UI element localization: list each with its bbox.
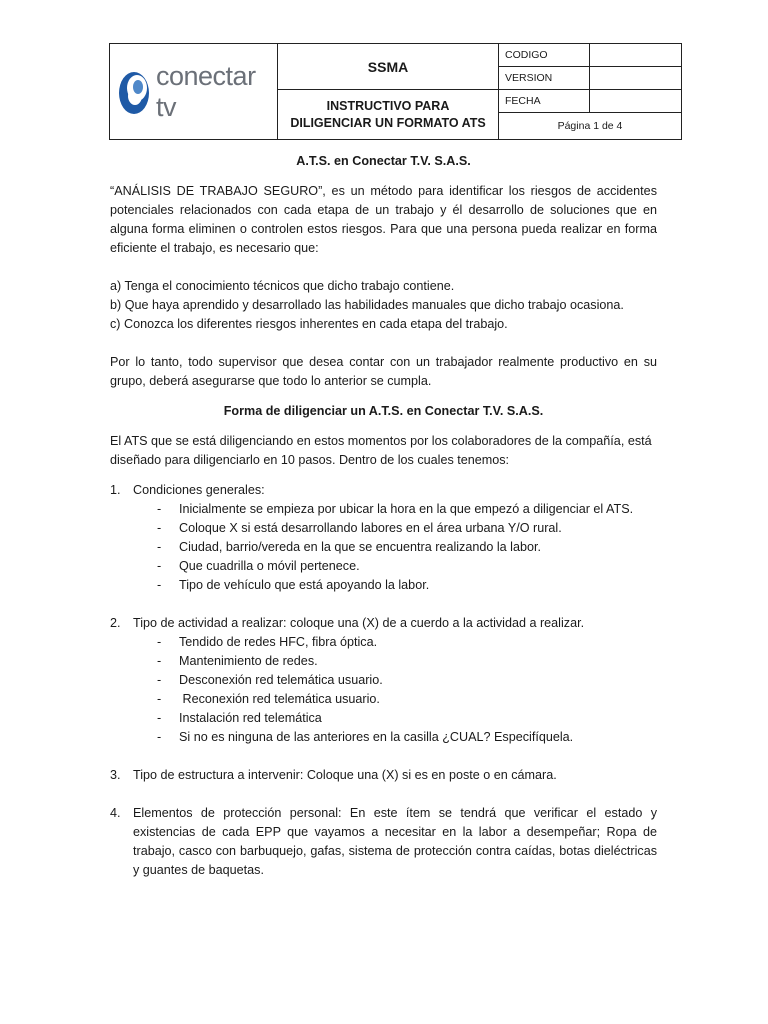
- header-title-line2: DILIGENCIAR UN FORMATO ATS: [290, 115, 486, 130]
- logo-text: conectar tv: [156, 60, 256, 122]
- header-title-bottom: [278, 90, 499, 140]
- company-logo: [110, 61, 277, 123]
- step-text: Tipo de estructura a intervenir: Coloque una (X) si es en poste o en cámara.: [133, 768, 557, 782]
- sub-item: - Mantenimiento de redes.: [157, 654, 318, 668]
- step-text: Elementos de protección personal: En este ítem se tendrá que verificar el estado y existencias de cada EPP que vayamos a necesitar en la labor a desempeñar; Ropa de trabajo, casco con barbuquejo, gafas, sistema de protección contra caídas, botas dieléctricas y guantes de baquetas.: [133, 806, 657, 877]
- header-title-top: SSMA: [278, 44, 499, 90]
- sub-item: - Instalación red telemática: [157, 711, 322, 725]
- page-number: Página 1 de 4: [499, 113, 682, 140]
- step-item: [110, 766, 657, 785]
- fecha-value: [590, 90, 682, 113]
- header-title-line1: INSTRUCTIVO PARA: [326, 98, 450, 113]
- codigo-value: [590, 44, 682, 67]
- section-title-forma: Forma de diligenciar un A.T.S. en Conectar T.V. S.A.S.: [223, 404, 544, 418]
- sub-item: - Si no es ninguna de las anteriores en la casilla ¿CUAL? Especifíquela.: [157, 730, 574, 744]
- step-text: Tipo de actividad a realizar: coloque una (X) de a cuerdo a la actividad a realizar.: [133, 616, 585, 630]
- step-item: [110, 614, 657, 747]
- requirement-c: c) Conozca los diferentes riesgos inherentes en cada etapa del trabajo.: [110, 317, 508, 331]
- step-item: [110, 804, 657, 880]
- requirement-b: b) Que haya aprendido y desarrollado las habilidades manuales que dicho trabajo ocasiona.: [110, 298, 624, 312]
- sub-item: - Coloque X si está desarrollando labores en el área urbana Y/O rural.: [157, 521, 562, 535]
- steps-list: [110, 481, 657, 880]
- logo-cell: [110, 44, 278, 140]
- step-text: Condiciones generales:: [133, 483, 265, 497]
- sub-item: - Ciudad, barrio/vereda en la que se encuentra realizando la labor.: [157, 540, 541, 554]
- sub-item: - Que cuadrilla o móvil pertenece.: [157, 559, 360, 573]
- sub-item: - Tendido de redes HFC, fibra óptica.: [157, 635, 378, 649]
- step-number: 4.: [110, 806, 121, 820]
- step-number: 2.: [110, 616, 121, 630]
- sub-item: - Desconexión red telemática usuario.: [157, 673, 383, 687]
- fecha-label: FECHA: [499, 90, 590, 113]
- step-item: [110, 481, 657, 595]
- document-header-table: [109, 43, 682, 140]
- section-title-ats: A.T.S. en Conectar T.V. S.A.S.: [296, 154, 471, 168]
- sub-item: - Inicialmente se empieza por ubicar la hora en la que empezó a diligenciar el ATS.: [157, 502, 634, 516]
- conclusion-paragraph: Por lo tanto, todo supervisor que desea contar con un trabajador realmente productivo en su grupo, deberá asegurarse que todo lo anterior se cumpla.: [110, 355, 657, 388]
- codigo-label: CODIGO: [499, 44, 590, 67]
- ats-intro-paragraph: El ATS que se está diligenciando en estos momentos por los colaboradores de la compañía, está diseñado para diligenciarlo en 10 pasos. Dentro de los cuales tenemos:: [110, 434, 652, 467]
- step-number: 1.: [110, 483, 121, 497]
- step-sublist: [133, 500, 657, 595]
- version-label: VERSION: [499, 67, 590, 90]
- requirement-a: a) Tenga el conocimiento técnicos que dicho trabajo contiene.: [110, 279, 455, 293]
- step-sublist: [133, 633, 657, 747]
- step-number: 3.: [110, 768, 121, 782]
- sub-item: - Tipo de vehículo que está apoyando la labor.: [157, 578, 430, 592]
- intro-paragraph: “ANÁLISIS DE TRABAJO SEGURO”, es un método para identificar los riesgos de accidentes potenciales relacionados con cada etapa de un trabajo y él desarrollo de soluciones que en alguna forma eliminen o controlen estos riesgos. Para que una persona pueda realizar en forma eficiente el trabajo, es necesario que:: [110, 184, 657, 255]
- document-body: [110, 152, 657, 880]
- conectar-tv-logo-icon: [116, 66, 154, 118]
- sub-item: - Reconexión red telemática usuario.: [157, 692, 380, 706]
- version-value: [590, 67, 682, 90]
